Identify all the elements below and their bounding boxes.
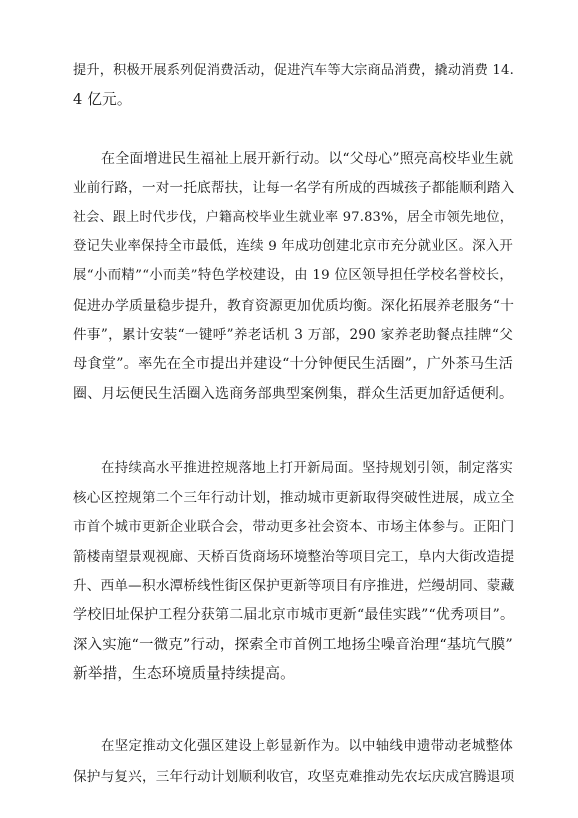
paragraph-line: 业前行路，一对一托底帮扶，让每一名学有所成的西城孩子都能顺利踏入 xyxy=(73,180,515,196)
paragraph-line: 圈、月坛便民生活圈入选商务部典型案例集，群众生活更加舒适便利。 xyxy=(73,386,514,402)
paragraph-line: 件事”，累计安装“一键呼”养老话机 3 万部，290 家养老助餐点挂牌“父 xyxy=(73,327,513,343)
paragraph-line: 登记失业率保持全市最低，连续 9 年成功创建北京市充分就业区。深入开 xyxy=(73,239,513,254)
paragraph-line: 提升，积极开展系列促消费活动，促进汽车等大宗商品消费，撬动消费 14. xyxy=(73,63,514,78)
paragraph-line: 在持续高水平推进控规落地上打开新局面。坚持规划引领，制定落实 xyxy=(101,461,513,476)
paragraph-line: 展“小而精”“小而美”特色学校建设，由 19 位区领导担任学校名誉校长， xyxy=(73,268,513,283)
paragraph-line: 在全面增进民生福祉上展开新行动。以“父母心”照亮高校毕业生就 xyxy=(101,151,514,167)
paragraph-line: 母食堂”。率先在全市提出并建设“十分钟便民生活圈”，广外茶马生活 xyxy=(73,356,513,372)
paragraph-line: 升、西单—积水潭桥线性街区保护更新等项目有序推进，烂缦胡同、蒙藏 xyxy=(73,578,515,594)
paragraph-line: 学校旧址保护工程分获第二届北京市城市更新“最佳实践”“优秀项目”。 xyxy=(73,607,515,623)
paragraph-line: 核心区控规第二个三年行动计划，推动城市更新取得突破性进展，成立全 xyxy=(73,490,515,506)
paragraph-line: 箭楼南望景观视廊、天桥百货商场环境整治等项目完工，阜内大街改造提 xyxy=(73,549,515,565)
paragraph-line: 社会、跟上时代步伐，户籍高校毕业生就业率 97.83%，居全市领先地位， xyxy=(73,210,513,225)
paragraph-line: 4 亿元。 xyxy=(73,91,132,108)
paragraph-line: 在坚定推动文化强区建设上彰显新作为。以中轴线申遗带动老城整体 xyxy=(101,739,513,754)
paragraph-line: 保护与复兴，三年行动计划顺利收官，攻坚克难推动先农坛庆成宫腾退项 xyxy=(73,769,515,785)
paragraph-line: 新举措，生态环境质量持续提高。 xyxy=(73,665,295,682)
paragraph-line: 市首个城市更新企业联合会，带动更多社会资本、市场主体参与。正阳门 xyxy=(73,519,515,535)
paragraph-line: 深入实施“一微克”行动，探索全市首例工地扬尘噪音治理“基坑气膜” xyxy=(73,637,513,653)
paragraph-line: 促进办学质量稳步提升，教育资源更加优质均衡。深化拓展养老服务“十 xyxy=(73,298,515,314)
